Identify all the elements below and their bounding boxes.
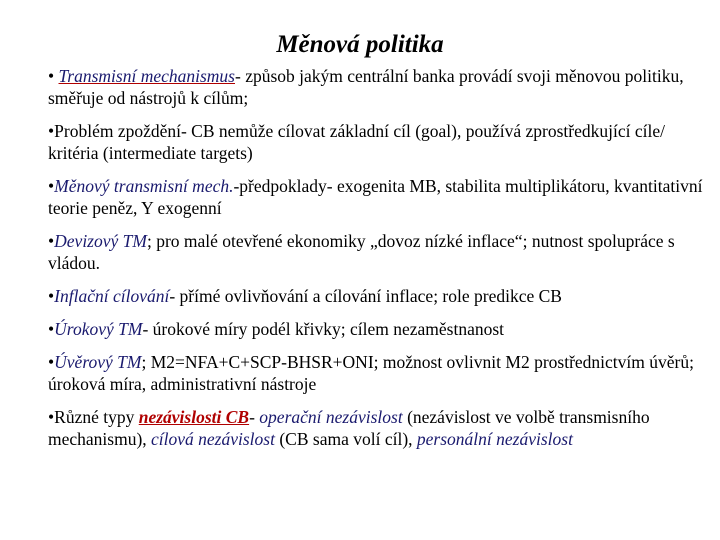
term-currency-tm: Devizový TM bbox=[54, 231, 147, 251]
bullet-text: ; M2=NFA+C+SCP-BHSR+ONI; možnost ovlivnit M2 prostřednictvím úvěrů; úroková míra, administrativní nástroje bbox=[48, 352, 694, 394]
bullet-cb-independence bbox=[48, 406, 708, 450]
term-credit-tm: Úvěrový TM bbox=[54, 352, 142, 372]
bullet-text: - přímé ovlivňování a cílování inflace; role predikce CB bbox=[169, 286, 562, 306]
bullet-marker: • bbox=[48, 407, 55, 427]
term-interest-tm: Úrokový TM bbox=[54, 319, 143, 339]
bullet-text: - způsob jakým centrální banka provádí svoji měnovou politiku, směřuje od nástrojů k cílům; bbox=[48, 66, 684, 108]
bullet-transmission-mechanism bbox=[48, 65, 708, 109]
bullet-marker: • bbox=[48, 319, 55, 339]
bullet-currency-tm bbox=[48, 230, 708, 274]
bullet-marker: • bbox=[48, 231, 55, 251]
bullet-list bbox=[48, 65, 708, 461]
bullet-text: - úrokové míry podél křivky; cílem nezaměstnanost bbox=[142, 319, 505, 339]
term-monetary-tm: Měnový transmisní mech. bbox=[54, 176, 234, 196]
bullet-inflation-targeting bbox=[48, 285, 708, 307]
bullet-marker: • bbox=[48, 121, 55, 141]
bullet-text: Problém zpoždění- CB nemůže cílovat základní cíl (goal), používá zprostředkující cíle/ kritéria (intermediate targets) bbox=[48, 121, 665, 163]
bullet-text: (nezávislost ve volbě transmisního mechanismu), bbox=[48, 407, 650, 449]
bullet-marker: • bbox=[48, 66, 55, 86]
bullet-interest-tm bbox=[48, 318, 708, 340]
bullet-marker: • bbox=[48, 286, 55, 306]
bullet-text: -předpoklady- exogenita MB, stabilita multiplikátoru, kvantitativní teorie peněz, Y exogenní bbox=[48, 176, 703, 218]
bullet-delay-problem bbox=[48, 120, 708, 164]
bullet-marker: • bbox=[48, 352, 55, 372]
bullet-marker: • bbox=[48, 176, 55, 196]
term-target-independence: cílová nezávislost bbox=[151, 429, 275, 449]
slide-title: Měnová politika bbox=[276, 31, 444, 58]
term-personal-independence: personální nezávislost bbox=[416, 429, 573, 449]
term-transmission-mechanism: Transmisní mechanismus bbox=[58, 66, 235, 86]
bullet-monetary-tm bbox=[48, 175, 708, 219]
bullet-credit-tm bbox=[48, 351, 708, 395]
bullet-lead: Různé typy bbox=[54, 407, 139, 427]
bullet-text: (CB sama volí cíl), bbox=[274, 429, 417, 449]
term-cb-independence: nezávislosti CB bbox=[138, 407, 250, 427]
separator: - bbox=[249, 407, 260, 427]
term-inflation-targeting: Inflační cílování bbox=[54, 286, 170, 306]
term-operational-independence: operační nezávislost bbox=[259, 407, 403, 427]
bullet-text: ; pro malé otevřené ekonomiky „dovoz nízké inflace“; nutnost spolupráce s vládou. bbox=[48, 231, 675, 273]
